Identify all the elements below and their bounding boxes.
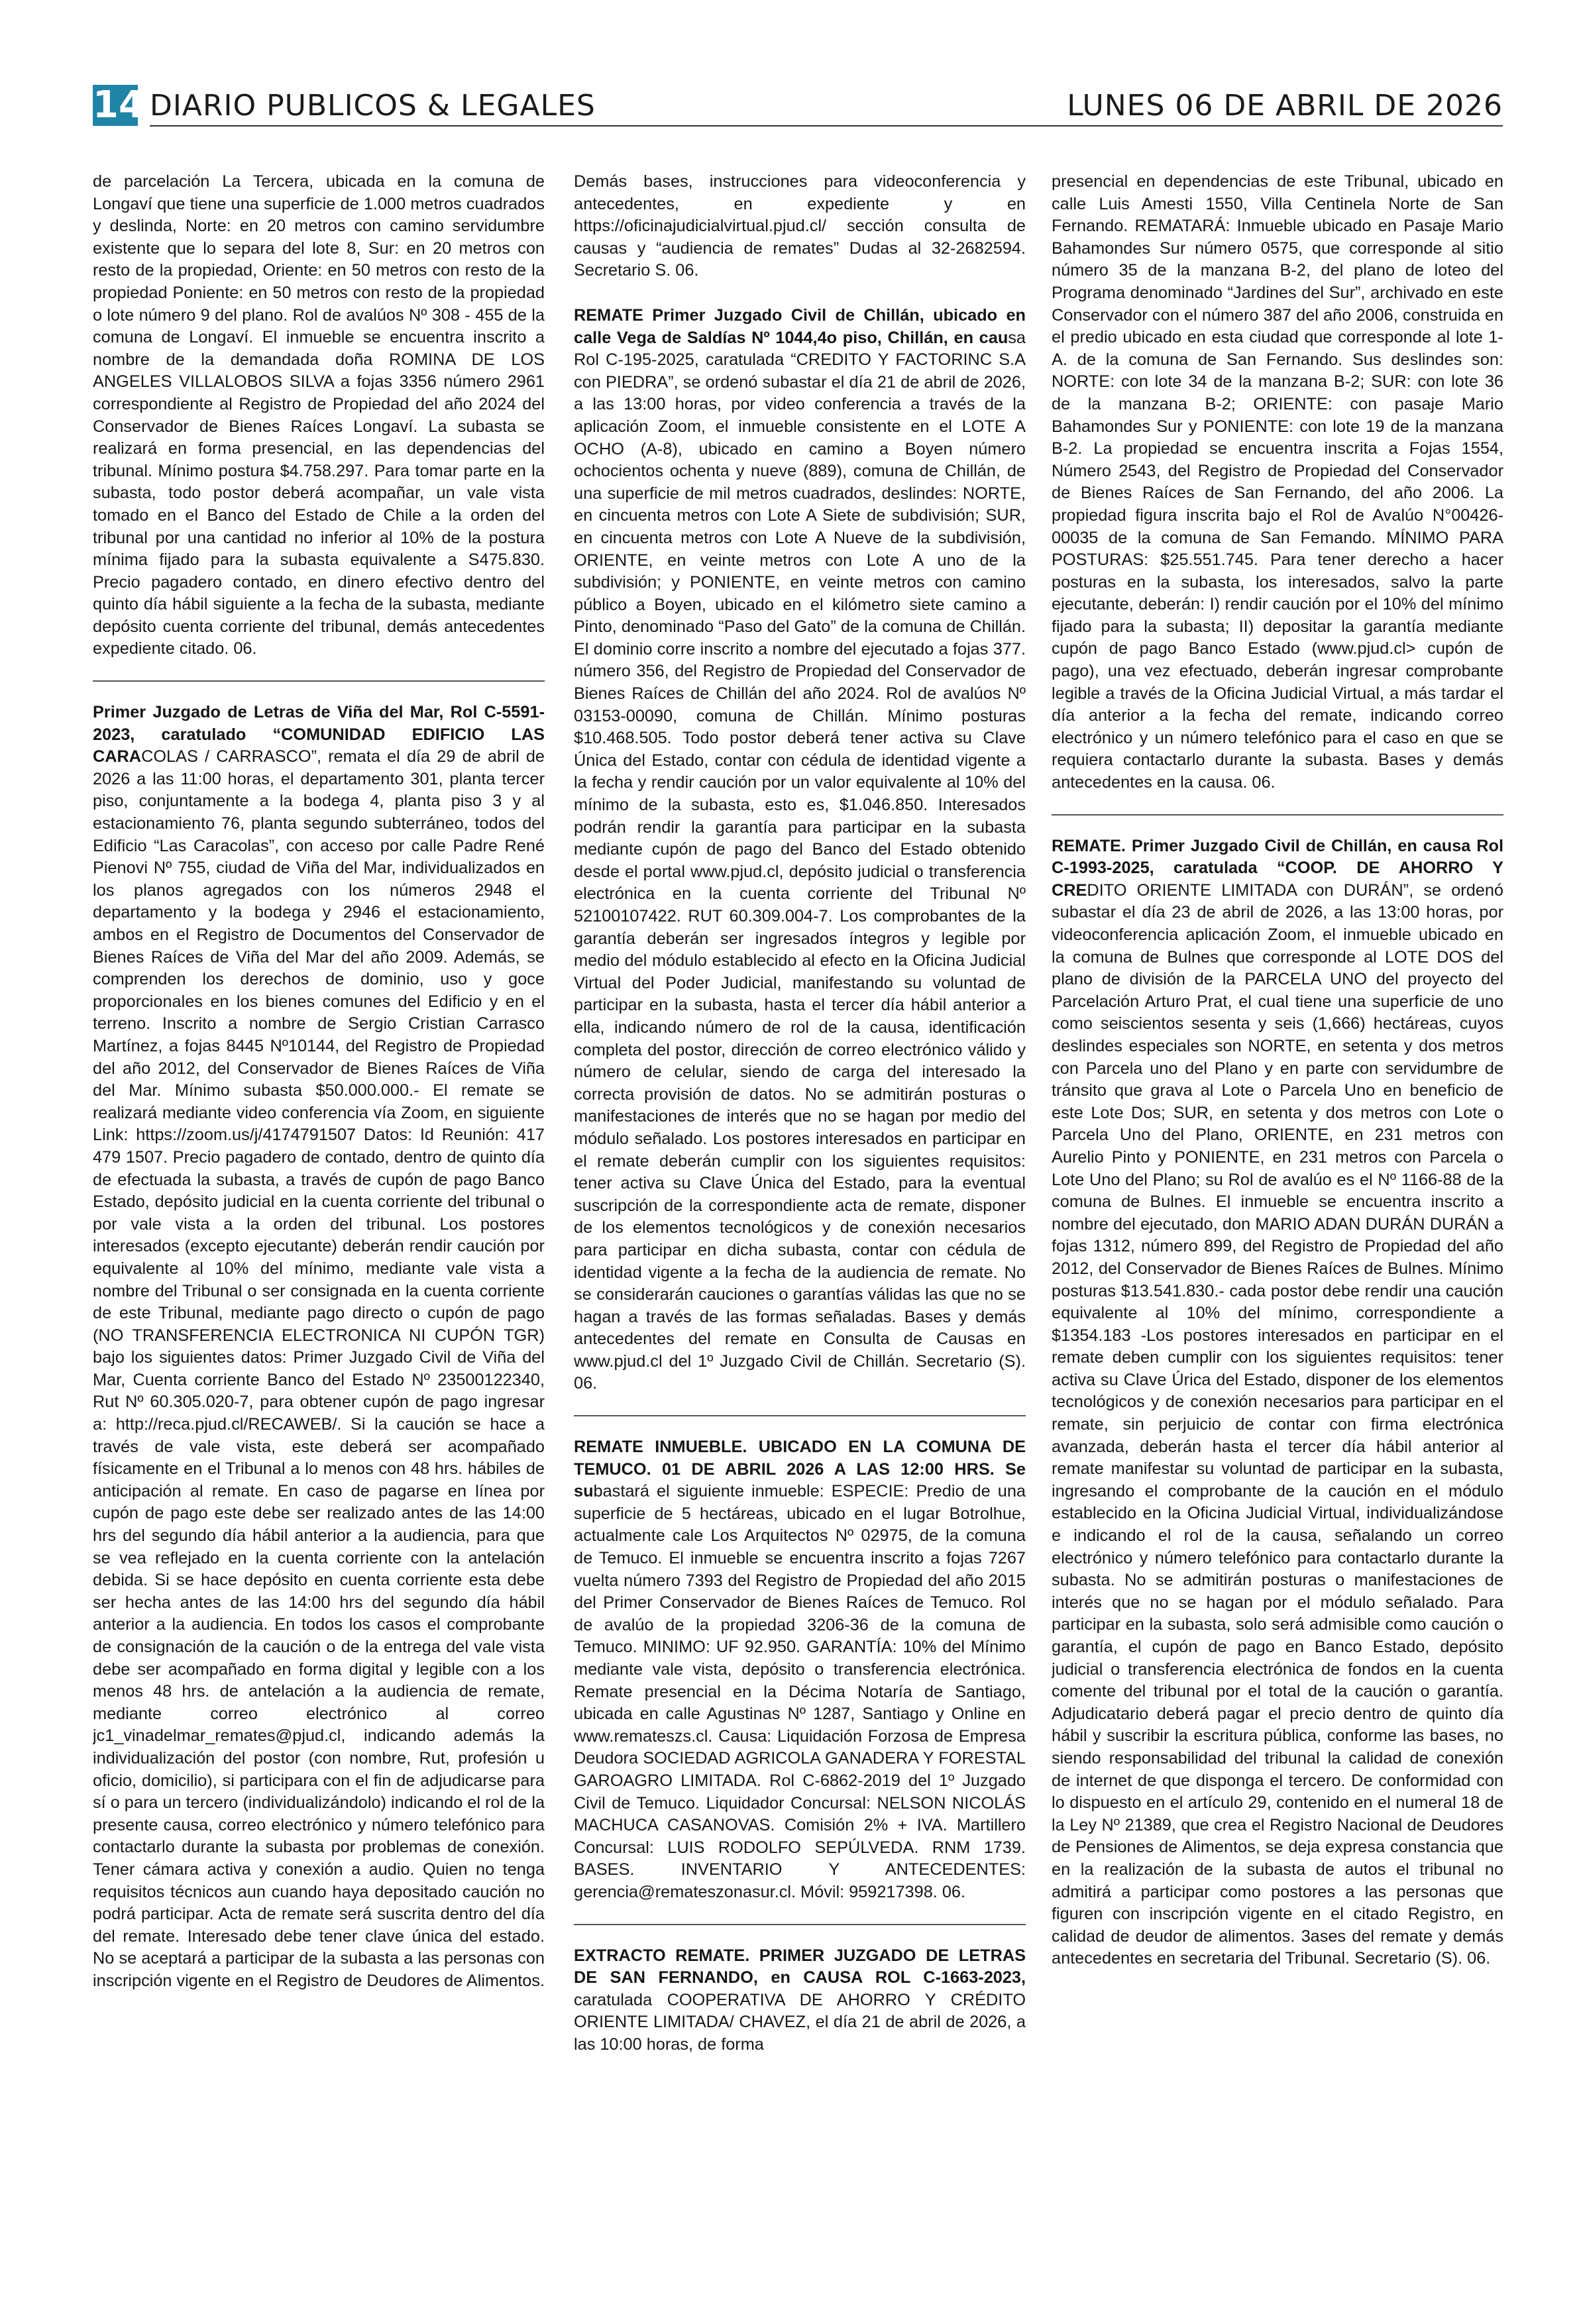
notice-text: bastará el siguiente inmueble: ESPECIE: Predio de una superficie de 5 hectáreas, ubicado en el lugar Botrolhue, actualmente cale Los Arquitectos Nº 02975, de la comuna de Temuco. El inmueble se encuentra inscrito a fojas 7267 vuelta número 7393 del Registro de Propiedad del año 2015 del Primer Conservador de Bienes Raíces de Temuco. Rol de avalúo de la propiedad 3206-36 de la comuna de Temuco. MINIMO: UF 92.950. GARANTÍA: 10% del Mínimo mediante vale vista, depósito o transferencia electrónica. Remate presencial en la Décima Notaría de Santiago, ubicada en calle Agustinas Nº 1287, Santiago y Online en www.remateszs.cl. Causa: Liquidación Forzosa de Empresa Deudora SOCIEDAD AGRICOLA GANADERA Y FORESTAL GAROAGRO LIMITADA. Rol C-6862-2019 del 1º Juzgado Civil de Temuco. Liquidador Concursal: NELSON NICOLÁS MACHUCA CASANOVAS. Comisión 2% + IVA. Martillero Concursal: LUIS RODOLFO SEPÚLVEDA. RNM 1739. BASES. INVENTARIO Y ANTECEDENTES: gerencia@remateszonasur.cl. Móvil: 959217398. 06.	[574, 1482, 1026, 1901]
notice-lead: Primer Juzgado de Letras de Viña del Mar, Rol C-5591-2023, caratulado “COMUNIDAD EDIFICIO LAS CARA	[93, 703, 545, 766]
page-header	[93, 85, 1503, 126]
notice-text: COLAS / CARRASCO”, remata el día 29 de abril de 2026 a las 11:00 horas, el departamento 301, planta tercer piso, conjuntamente a la bodega 4, planta piso 3 y al estacionamiento 76, planta segundo subterráneo, todos del Edificio “Las Caracolas”, con acceso por calle Padre René Pienovi Nº 755, ciudad de Viña del Mar, individualizados en los planos agregados con los números 2948 el departamento y la bodega y 2946 el estacionamiento, ambos en el Registro de Documentos del Conservador de Bienes Raíces de Viña del Mar del año 2009. Además, se comprenden los derechos de dominio, uso y goce proporcionales en los bienes comunes del Edificio y en el terreno. Inscrito a nombre de Sergio Cristian Carrasco Martínez, a fojas 8445 Nº10144, del Registro de Propiedad del año 2012, del Conservador de Bienes Raíces de Viña del Mar. Mínimo subasta $50.000.000.- El remate se realizará mediante video conferencia vía Zoom, en siguiente Link: https://zoom.us/j/4174791507 Datos: Id Reunión: 417 479 1507. Precio pagadero de contado, dentro de quinto día de efectuada la subasta, a través de cupón de pago Banco Estado, depósito judicial en la cuenta corriente del tribunal o por vale vista a la orden del tribunal. Los postores interesados (excepto ejecutante) deberán rendir caución por equivalente al 10% del mínimo, mediante vale vista a nombre del Tribunal o ser consignada en la cuenta corriente de este Tribunal, mediante pago directo o cupón de pago (NO TRANSFERENCIA ELECTRONICA NI CUPÓN TGR) bajo los siguientes datos: Primer Juzgado Civil de Viña del Mar, Cuenta corriente Banco del Estado Nº 23500122340, Rut Nº 60.305.020-7, para obtener cupón de pago ingresar a: http://reca.pjud.cl/RECAWEB/. Si la caución se hace a través de vale vista, este deberá ser acompañado físicamente en el Tribunal a lo menos con 48 hrs. hábiles de anticipación al remate. En caso de pagarse en línea por cupón de pago este debe ser realizado antes de las 14:00 hrs del segundo día hábil anterior a la audiencia, para que se vea reflejado en la cuenta corriente con la antelación debida. Si se hace depósito en cuenta corriente esta debe ser hecha antes de las 14:00 hrs del segundo día hábil anterior a la audiencia. En todos los casos el comprobante de consignación de la caución o de la entrega del vale vista debe ser acompañado en forma digital y legible con a los menos 48 hrs. de antelación a la audiencia de remate, mediante correo electrónico al correo jc1_vinadelmar_remates@pjud.cl, indicando además la individualización del postor (con nombre, Rut, profesión u oficio, domicilio), si participara con el fin de adjudicarse para sí o para un tercero (individualizándolo) indicando el rol de la presente causa, correo electrónico y número telefónico para contactarlo durante la subasta por problemas de conexión. Tener cámara activa y conexión a audio. Quien no tenga requisitos técnicos aun cuando haya depositado caución no podrá participar. Acta de remate será suscrita dentro del día del remate. Interesado debe tener clave única del estado. No se aceptará a participar de la subasta a las personas con inscripción vigente en el Registro de Deudores de Alimentos.	[93, 747, 545, 1990]
issue-date: LUNES 06 DE ABRIL DE 2026	[1067, 89, 1503, 123]
notice	[574, 1436, 1026, 1903]
notice	[574, 1945, 1026, 2056]
notice	[93, 702, 545, 1992]
notice	[93, 171, 545, 660]
notice-text: presencial en dependencias de este Tribunal, ubicado en calle Luis Amesti 1550, Villa Centinela Norte de San Fernando. REMATARÁ: Inmueble ubicado en Pasaje Mario Bahamondes Sur número 0575, que corresponde al sitio número 35 de la manzana B-2, del plano de loteo del Programa denominado “Jardines del Sur”, archivado en este Conservador con el número 387 del año 2006, construida en el predio ubicado en esta ciudad que corresponde al lote 1-A. de la comuna de San Fernando. Sus deslindes son: NORTE: con lote 34 de la manzana B-2; SUR: con lote 36 de la manzana B-2; ORIENTE: con pasaje Mario Bahamondes Sur y PONIENTE: con lote 19 de la manzana B-2. La propiedad se encuentra inscrita a Fojas 1554, Número 2543, del Registro de Propiedad del Conservador de Bienes Raíces de San Fernando, del año 2006. La propiedad figura inscrita bajo el Rol de Avalúo N°00426-00035 de la comuna de San Femando. MÍNIMO PARA POSTURAS: $25.551.745. Para tener derecho a hacer posturas en la subasta, los interesados, salvo la parte ejecutante, deberán: I) rendir caución por el 10% del mínimo fijado para la subasta; II) depositar la garantía mediante cupón de pago Banco Estado (www.pjud.cl> cupón de pago), una vez efectuado, deberán ingresar comprobante legible a través de la Oficina Judicial Virtual, a más tardar el día anterior a la fecha del remate, indicando correo electrónico y un número telefónico para el caso en que se requiera contactarlo durante la subasta. Bases y demás antecedentes en la causa. 06.	[1052, 172, 1503, 792]
notice-text: Demás bases, instrucciones para videoconferencia y antecedentes, en expediente y en https://oficinajudicialvirtual.pjud.cl/ sección consulta de causas y “audiencia de remates” Dudas al 32-2682594. Secretario S. 06.	[574, 172, 1026, 280]
header-rule	[150, 125, 1503, 127]
notice-text: sa Rol C-195-2025, caratulada “CREDITO Y FACTORINC S.A con PIEDRA”, se ordenó subastar el día 21 de abril de 2026, a las 13:00 horas, por video conferencia a través de la aplicación Zoom, el inmueble consistente en el LOTE A OCHO (A-8), ubicado en camino a Boyen número ochocientos ochenta y nueve (889), comuna de Chillán, de una superficie de mil metros cuadrados, deslindes: NORTE, en cincuenta metros con Lote A Siete de subdivisión; SUR, en cincuenta metros con Lote A Nueve de la subdivisión, ORIENTE, en veinte metros con Lote A uno de la subdivisión; y PONIENTE, en veinte metros con camino público a Boyen, ubicado en el kilómetro siete camino a Pinto, denominado “Paso del Gato” de la comuna de Chillán. El dominio corre inscrito a nombre del ejecutado a fojas 377. número 356, del Registro de Propiedad del Conservador de Bienes Raíces de Chillán del año 2024. Rol de avalúos Nº 03153-00090, comuna de Chillán. Mínimo posturas $10.468.505. Todo postor deberá tener activa su Clave Única del Estado, contar con cédula de identidad vigente a la fecha y rendir caución por un valor equivalente al 10% del mínimo de la subasta, esto es, $1.046.850. Interesados podrán rendir la garantía para participar en la subasta mediante cupón de pago del Banco del Estado obtenido desde el portal www.pjud.cl, depósito judicial o transferencia electrónica en la cuenta corriente del Tribunal Nº 52100107422. RUT 60.309.004-7. Los comprobantes de la garantía deberán ser ingresados íntegros y legible por medio del módulo establecido al efecto en la Oficina Judicial Virtual del Poder Judicial, manifestando su voluntad de participar en la subasta, hasta el tercer día hábil anterior a ella, indicando número de rol de la causa, identificación completa del postor, dirección de correo electrónico válido y número de celular, siendo de carga del interesado la correcta provisión de datos. No se admitirán posturas o manifestaciones de interés que no se hagan por medio del módulo señalado. Los postores interesados en participar en el remate deberán cumplir con los siguientes requisitos: tener activa su Clave Única del Estado, para la eventual suscripción de la correspondiente acta de remate, disponer de los elementos tecnológicos y de conexión necesarios para participar en dicha subasta, contar con cédula de identidad vigente a la fecha de la audiencia de remate. No se considerarán cauciones o garantías válidas las que no se hagan a través de las formas señaladas. Bases y demás antecedentes del remate en Consulta de Causas en www.pjud.cl del 1º Juzgado Civil de Chillán. Secretario (S). 06.	[574, 328, 1026, 1393]
notice	[1052, 171, 1503, 794]
notice-text: de parcelación La Tercera, ubicada en la comuna de Longaví que tiene una superficie de 1.000 metros cuadrados y deslinda, Norte: en 20 metros con camino servidumbre existente que lo separa del lote 8, Sur: en 20 metros con resto de la propiedad, Oriente: en 50 metros con resto de la propiedad Poniente: en 50 metros con resto de la propiedad o lote número 9 del plano. Rol de avalúos Nº 308 - 455 de la comuna de Longaví. El inmueble se encuentra inscrito a nombre de la demandada doña ROMINA DE LOS ANGELES VILLALOBOS SILVA a fojas 3356 número 2961 correspondiente al Registro de Propiedad del año 2024 del Conservador de Bienes Raíces Longaví. La subasta se realizará en forma presencial, en las dependencias del tribunal. Mínimo postura $4.758.297. Para tomar parte en la subasta, todo postor deberá acompañar, un vale vista tomado en el Banco del Estado de Chile a la orden del tribunal por una cantidad no inferior al 10% de la postura mínima fijado para la subasta equivalente a S475.830. Precio pagadero contado, en dinero efectivo dentro del quinto día hábil siguiente a la fecha de la subasta, mediante depósito cuenta corriente del tribunal, demás antecedentes expediente citado. 06.	[93, 172, 545, 659]
column-2	[574, 171, 1026, 2291]
notice-separator	[1052, 814, 1503, 816]
section-title: DIARIO PUBLICOS & LEGALES	[150, 89, 596, 123]
notice-separator	[574, 1924, 1026, 1925]
notice-text: DITO ORIENTE LIMITADA con DURÁN”, se ordenó subastar el día 23 de abril de 2026, a las 13:00 horas, por videoconferencia aplicación Zoom, el inmueble ubicado en la comuna de Bulnes que corresponde al LOTE DOS del plano de división de la PARCELA UNO del proyecto del Parcelación Arturo Prat, el cual tiene una superficie de uno como seiscientos sesenta y seis (1,666) hectáreas, cuyos deslindes especiales son NORTE, en setenta y dos metros con Parcela uno del Plano y en parte con servidumbre de tránsito que grava al Lote o Parcela Uno en beneficio de este Lote Dos; SUR, en setenta y dos metros con Lote o Parcela Uno del Plano, ORIENTE, en 231 metros con Aurelio Pinto y PONIENTE, en 231 metros con Parcela o Lote Uno del Plano; su Rol de avalúo es el Nº 1166-88 de la comuna de Bulnes. El inmueble se encuentra inscrito a nombre del ejecutado, don MARIO ADAN DURÁN DURÁN a fojas 1312, número 899, del Registro de Propiedad del año 2012, del Conservador de Bienes Raíces de Bulnes. Mínimo posturas $13.541.830.- cada postor debe rendir una caución equivalente al 10% del mínimo, correspondiente a $1354.183 -Los postores interesados en participar en el remate deben cumplir con los siguientes requisitos: tener activa su Clave Úrica del Estado, disponer de los elementos tecnológicos y de conexión necesarios para participar en el remate, sin perjuicio de contar con firma electrónica avanzada, deberán hasta el tercer día hábil anterior al remate manifestar su voluntad de participar en la subasta, ingresando el comprobante de la caución en el módulo establecido en la Oficina Judicial Virtual, individualizándose e indicando el rol de la causa, señalando un correo electrónico y número telefónico para contactarlo durante la subasta. No se admitirán posturas o manifestaciones de interés que no se hagan por el módulo señalado. Para participar en la subasta, solo será admisible como caución o garantía, el cupón de pago en Banco Estado, depósito judicial o transferencia electrónica de fondos en la cuenta comente del tribunal por el total de la caución o garantía. Adjudicatario deberá pagar el precio dentro de quinto día hábil y suscribir la escritura pública, conforme las bases, no siendo responsabilidad del tribunal la calidad de conexión de internet de que disponga el tercero. De conformidad con lo dispuesto en el artículo 29, contenido en el numeral 18 de la Ley Nº 21389, que crea el Registro Nacional de Deudores de Pensiones de Alimentos, se deja expresa constancia que en la realización de la subasta de autos el tribunal no admitirá a participar como postores a las personas que figuren con inscripción vigente en el citado Registro, en calidad de deudor de alimentos. 3ases del remate y demás antecedentes en secretaria del Tribunal. Secretario (S). 06.	[1052, 880, 1503, 1968]
notice-separator	[93, 680, 545, 682]
page-number: 14	[93, 83, 144, 127]
notice-separator	[574, 1415, 1026, 1416]
notice	[574, 171, 1026, 282]
notice	[574, 305, 1026, 1395]
notice-lead: REMATE INMUEBLE. UBICADO EN LA COMUNA DE TEMUCO. 01 DE ABRIL 2026 A LAS 12:00 HRS. Se su	[574, 1438, 1026, 1501]
column-1	[93, 171, 545, 2291]
notice-lead: REMATE. Primer Juzgado Civil de Chillán, en causa Rol C-1993-2025, caratulada “COOP. DE AHORRO Y CRE	[1052, 836, 1503, 900]
column-3	[1052, 171, 1503, 2291]
notice	[1052, 835, 1503, 1970]
notice-lead: EXTRACTO REMATE. PRIMER JUZGADO DE LETRAS DE SAN FERNANDO, en CAUSA ROL C-1663-2023,	[574, 1946, 1026, 1987]
notice-lead: REMATE Primer Juzgado Civil de Chillán, ubicado en calle Vega de Saldías Nº 1044,4o piso, Chillán, en cau	[574, 305, 1026, 347]
notice-text: caratulada COOPERATIVA DE AHORRO Y CRÉDITO ORIENTE LIMITADA/ CHAVEZ, el día 21 de abril de 2026, a las 10:00 horas, de forma	[574, 1990, 1026, 2054]
